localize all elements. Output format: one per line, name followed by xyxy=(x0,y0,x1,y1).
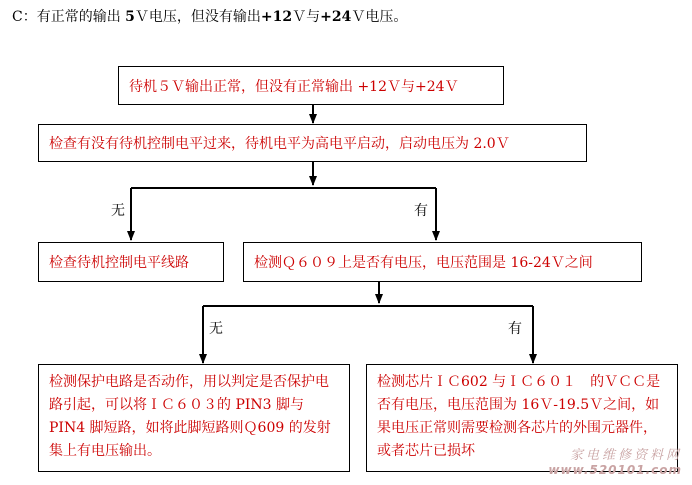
label-no-2: 无 xyxy=(209,321,223,337)
heading-24v: +24 xyxy=(320,9,352,25)
heading-12v: +12 xyxy=(260,9,293,25)
box-check-line-text: 检查待机控制电平线路 xyxy=(49,255,189,271)
box-check-protection-circuit xyxy=(38,364,350,472)
watermark xyxy=(548,449,682,477)
heading-prefix: C：有正常的输出 xyxy=(12,9,126,25)
box-standby-5v-ok xyxy=(118,66,504,105)
heading-mid1: Ｖ电压，但没有输出 xyxy=(134,9,261,25)
label-no-1: 无 xyxy=(111,203,125,219)
watermark-site-name: 家电维修资料网 xyxy=(569,448,682,463)
box-standby-text: 待机５Ｖ输出正常，但没有正常输出 +12Ｖ与+24Ｖ xyxy=(129,78,459,95)
heading-mid2: Ｖ与 xyxy=(292,9,321,25)
box-check-signal-text: 检查有没有待机控制电平过来，待机电平为高电平启动，启动电压为 2.0Ｖ xyxy=(49,136,510,152)
box-check-q609 xyxy=(243,242,642,282)
heading-suffix: Ｖ电压。 xyxy=(351,9,408,25)
box-check-standby-signal xyxy=(38,124,587,162)
label-yes-1: 有 xyxy=(414,203,428,219)
box-protect-text: 检测保护电路是否动作，用以判定是否保护电路引起，可以将ＩＣ６０３的 PIN3 脚与 PIN4 脚短路，如将此脚短路则Ｑ609 的发射集上有电压输出。 xyxy=(49,374,331,459)
heading-5v: 5 xyxy=(125,9,135,25)
box-check-q609-text: 检测Ｑ６０９上是否有电压，电压范围是 16-24Ｖ之间 xyxy=(254,255,593,271)
label-yes-2: 有 xyxy=(508,321,522,337)
box-chip-text: 检测芯片ＩＣ602 与ＩＣ６０１ 的ＶＣＣ是否有电压，电压范围为 16Ｖ-19.5Ｖ之间，如果电压正常则需要检测各芯片的外围元器件，或者芯片已损坏 xyxy=(377,374,661,459)
box-check-standby-line xyxy=(38,242,224,282)
watermark-url: www.520101.com xyxy=(548,463,682,477)
